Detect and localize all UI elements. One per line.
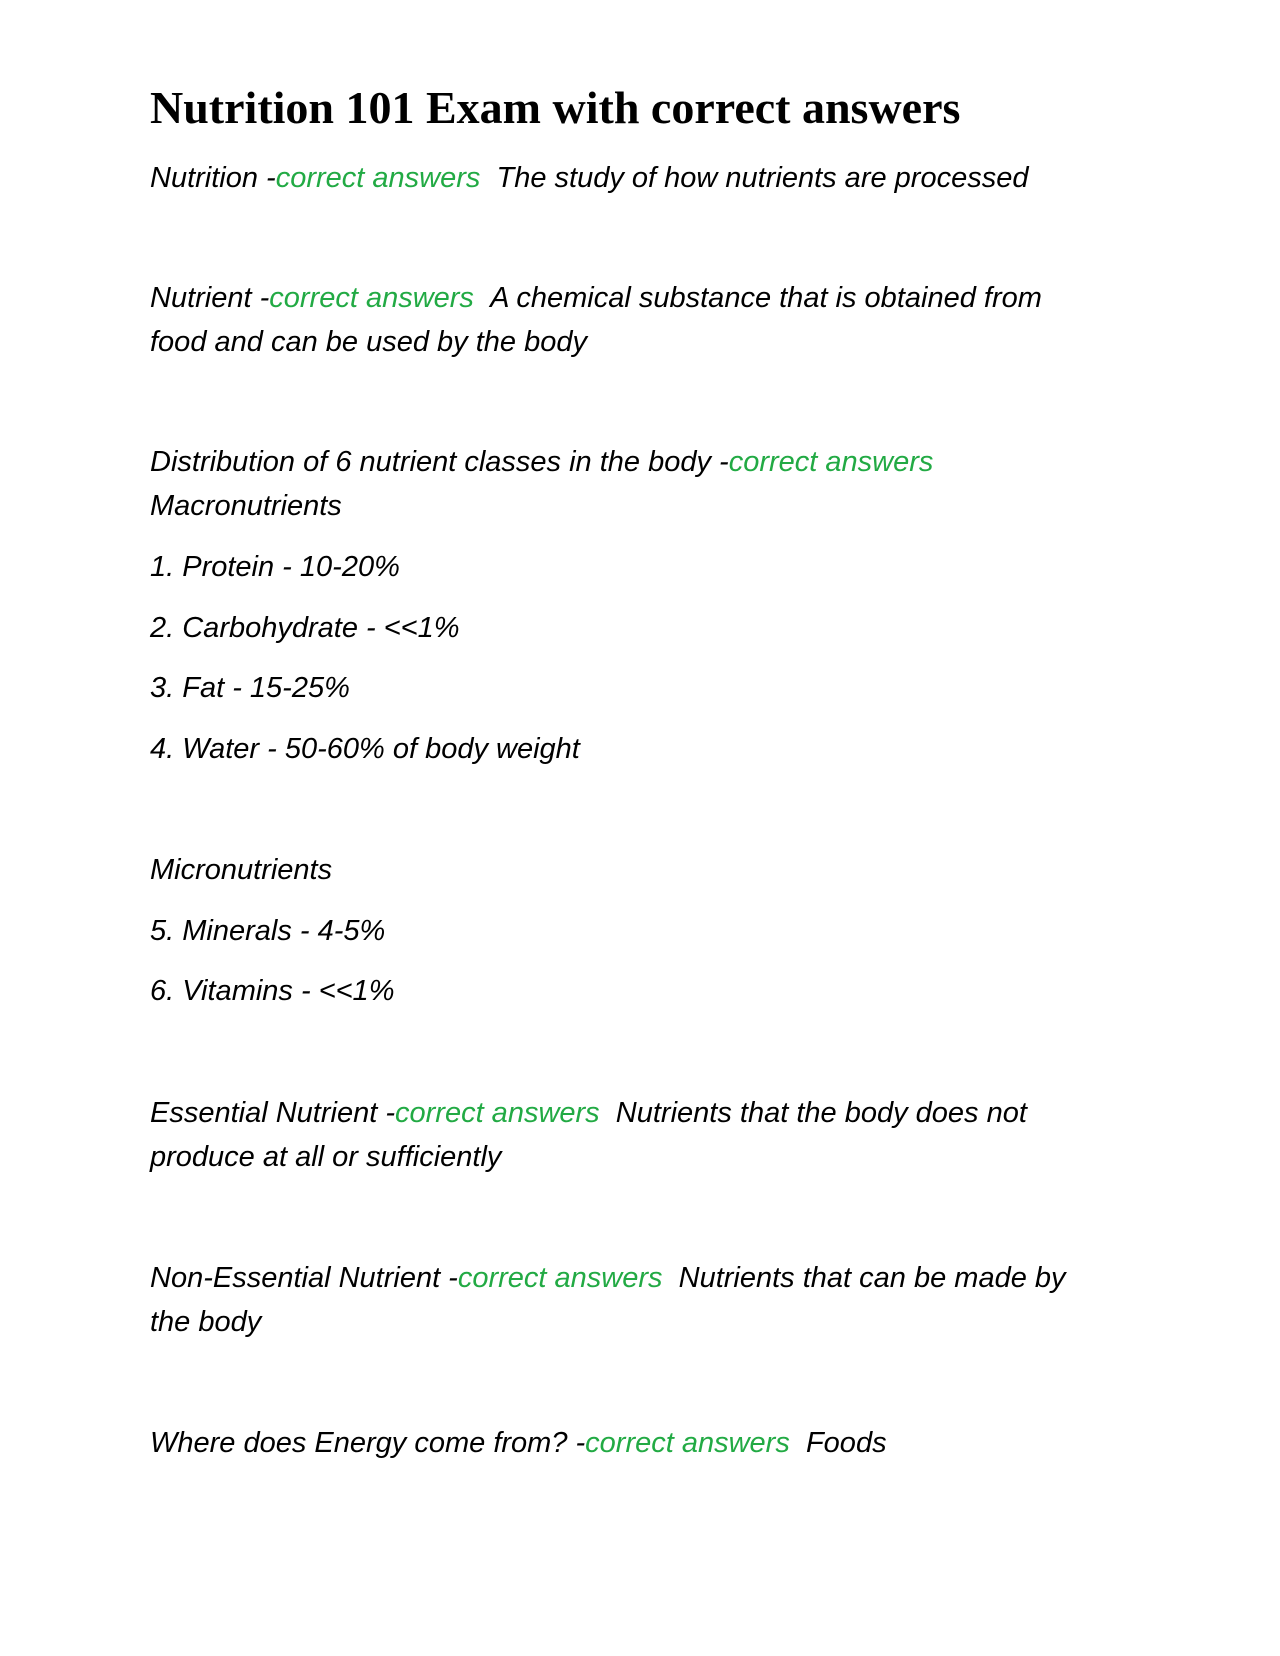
section-heading-micronutrients: Micronutrients <box>150 854 333 886</box>
list-item: 2. Carbohydrate - <<1% <box>150 612 460 644</box>
section-heading-macronutrients: Macronutrients <box>150 490 342 522</box>
list-item: 4. Water - 50-60% of body weight <box>150 733 580 765</box>
term: Non-Essential Nutrient - <box>150 1262 458 1294</box>
definition-continued: produce at all or sufficiently <box>150 1141 502 1173</box>
answer-label: correct answers <box>585 1427 790 1459</box>
term: Nutrient - <box>150 282 270 314</box>
definition: Nutrients that the body does not <box>615 1097 1027 1129</box>
list-item: 5. Minerals - 4-5% <box>150 915 386 947</box>
answer-label: correct answers <box>728 446 934 478</box>
definition: A chemical substance that is obtained from <box>490 282 1042 314</box>
definition: The study of how nutrients are processed <box>496 162 1029 194</box>
qa-energy-source <box>150 1421 1130 1465</box>
answer-label: correct answers <box>275 162 481 194</box>
qa-nutrient <box>150 276 1130 320</box>
term: Distribution of 6 nutrient classes in the body - <box>150 446 729 478</box>
qa-non-essential-nutrient <box>150 1256 1130 1300</box>
list-item: 3. Fat - 15-25% <box>150 672 350 704</box>
list-item: 6. Vitamins - <<1% <box>150 975 395 1007</box>
definition-continued: food and can be used by the body <box>150 326 587 358</box>
definition-continued: the body <box>150 1306 262 1338</box>
term: Where does Energy come from? - <box>150 1427 586 1459</box>
qa-distribution <box>150 440 1130 484</box>
definition: Foods <box>805 1427 887 1459</box>
qa-nutrition <box>150 156 1130 200</box>
term: Nutrition - <box>150 162 276 194</box>
list-item: 1. Protein - 10-20% <box>150 551 400 583</box>
page-title: Nutrition 101 Exam with correct answers <box>150 82 961 133</box>
answer-label: correct answers <box>457 1262 663 1294</box>
definition: Nutrients that can be made by <box>678 1262 1066 1294</box>
answer-label: correct answers <box>395 1097 600 1129</box>
qa-essential-nutrient <box>150 1091 1130 1135</box>
term: Essential Nutrient - <box>150 1097 395 1129</box>
answer-label: correct answers <box>269 282 474 314</box>
